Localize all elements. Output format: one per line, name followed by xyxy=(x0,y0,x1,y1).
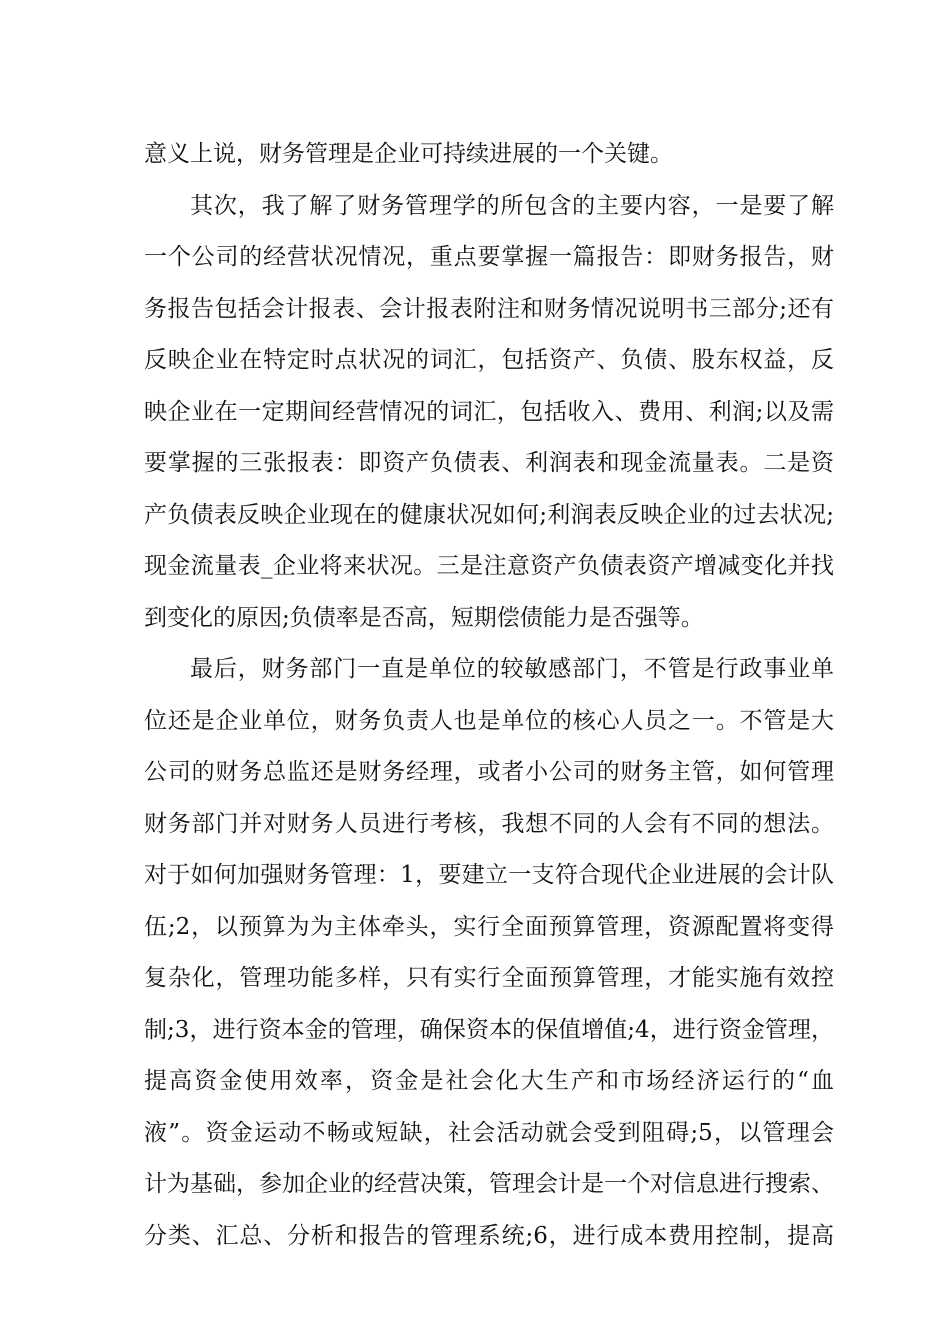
text-line: 现金流量表_企业将来状况。三是注意资产负债表资产增减变化并找 xyxy=(144,553,834,579)
text-line: 一个公司的经营状况情况，重点要掌握一篇报告：即财务报告，财 xyxy=(144,244,834,270)
text-line: 意义上说，财务管理是企业可持续进展的一个关键。 xyxy=(144,141,673,167)
text-line: 制;3，进行资本金的管理，确保资本的保值增值;4，进行资金管理， xyxy=(144,1016,834,1043)
text-line: 提高资金使用效率，资金是社会化大生产和市场经济运行的“血 xyxy=(144,1068,834,1094)
text-line: 对于如何加强财务管理：1，要建立一支符合现代企业进展的会计队 xyxy=(144,862,834,888)
text-line: 伍;2，以预算为为主体牵头，实行全面预算管理，资源配置将变得 xyxy=(144,913,834,940)
text-line: 要掌握的三张报表：即资产负债表、利润表和现金流量表。二是资 xyxy=(144,450,834,476)
body-text xyxy=(144,129,834,1262)
text-line: 分类、汇总、分析和报告的管理系统;6，进行成本费用控制，提高 xyxy=(144,1222,834,1249)
text-line: 其次，我了解了财务管理学的所包含的主要内容，一是要了解 xyxy=(190,192,834,219)
text-line: 最后，财务部门一直是单位的较敏感部门，不管是行政事业单 xyxy=(190,656,834,682)
text-line: 映企业在一定期间经营情况的词汇，包括收入、费用、利润;以及需 xyxy=(144,398,834,425)
text-line: 财务部门并对财务人员进行考核，我想不同的人会有不同的想法。 xyxy=(144,810,834,837)
text-line: 到变化的原因;负债率是否高，短期偿债能力是否强等。 xyxy=(144,604,704,631)
text-line: 公司的财务总监还是财务经理，或者小公司的财务主管，如何管理 xyxy=(144,759,834,785)
text-line: 液”。资金运动不畅或短缺，社会活动就会受到阻碍;5，以管理会 xyxy=(144,1119,834,1146)
text-line: 计为基础，参加企业的经营决策，管理会计是一个对信息进行搜索、 xyxy=(144,1171,834,1197)
text-line: 位还是企业单位，财务负责人也是单位的核心人员之一。不管是大 xyxy=(144,707,834,734)
text-line: 复杂化，管理功能多样，只有实行全面预算管理，才能实施有效控 xyxy=(144,965,834,991)
text-line: 产负债表反映企业现在的健康状况如何;利润表反映企业的过去状况; xyxy=(144,501,834,528)
text-line: 反映企业在特定时点状况的词汇，包括资产、负债、股东权益，反 xyxy=(144,347,834,373)
text-line: 务报告包括会计报表、会计报表附注和财务情况说明书三部分;还有 xyxy=(144,295,834,322)
